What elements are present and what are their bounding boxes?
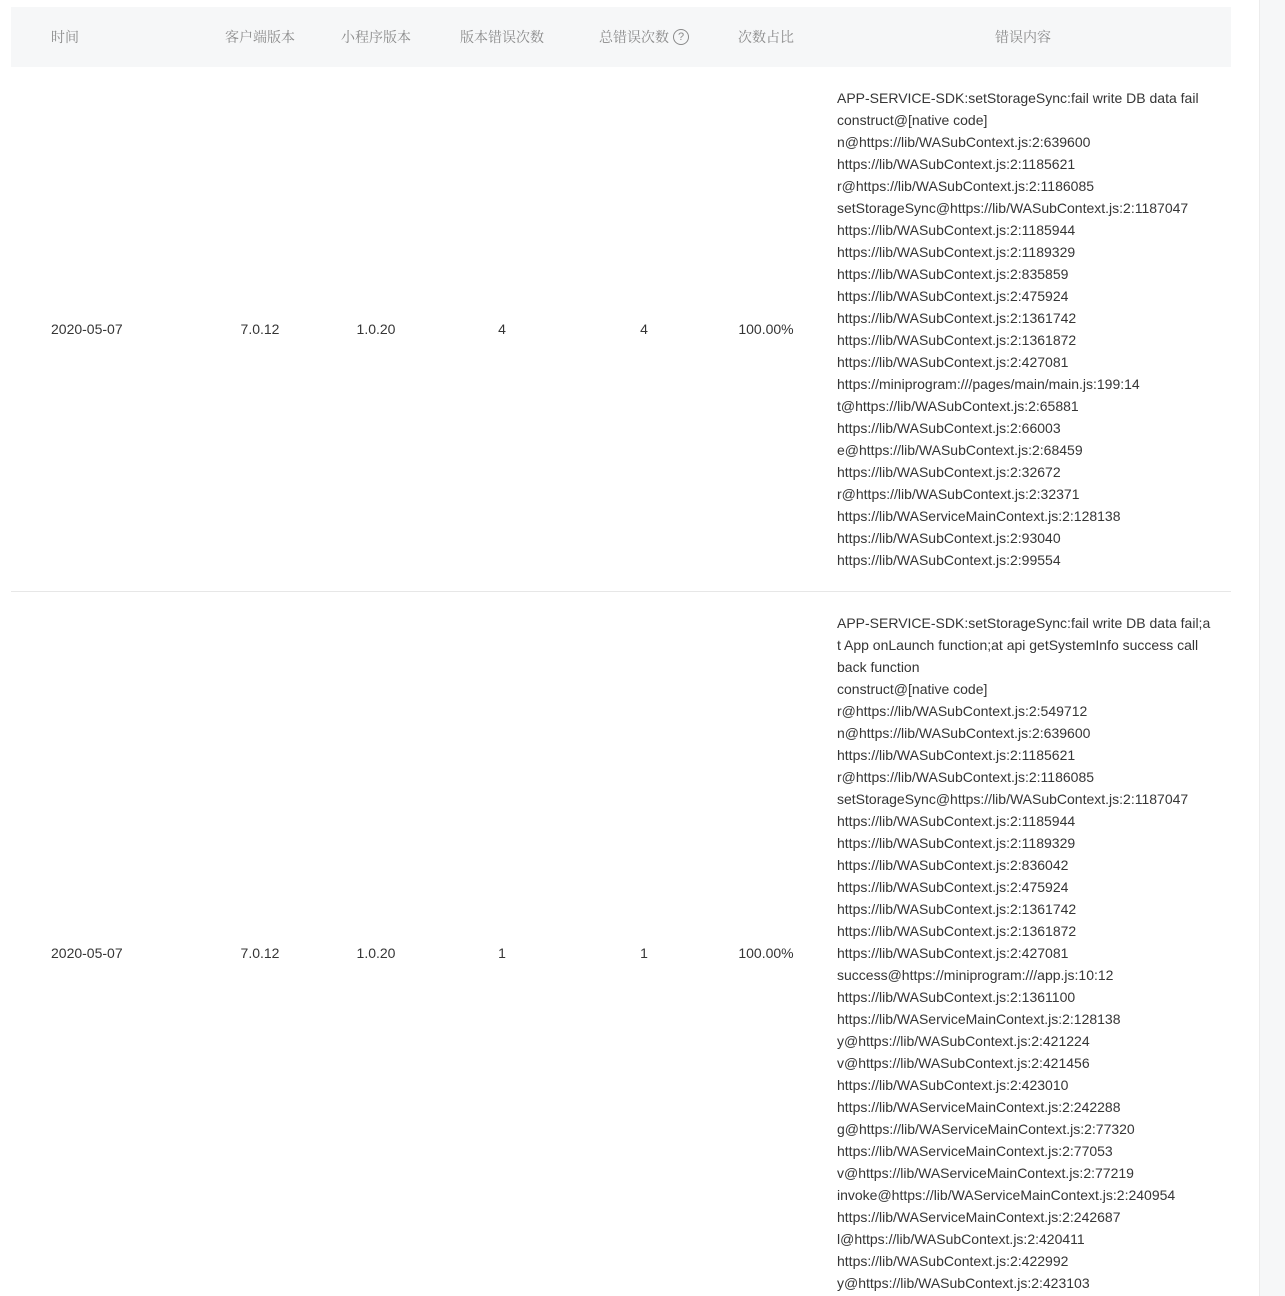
error-line: success@https://miniprogram:///app.js:10:12: [837, 967, 1114, 983]
header-total-error-count: 总错误次数: [599, 29, 669, 45]
error-line: APP-SERVICE-SDK:setStorageSync:fail write DB data fail: [837, 90, 1199, 106]
cell-miniprogram-version: 1.0.20: [356, 945, 396, 961]
cell-time: 2020-05-07: [51, 945, 123, 961]
error-line: https://lib/WAServiceMainContext.js:2:128138: [837, 1011, 1121, 1027]
table-body: [11, 67, 1231, 1296]
header-total-error-count-cell: [571, 7, 717, 67]
error-line: https://lib/WAServiceMainContext.js:2:242687: [837, 1209, 1121, 1225]
error-line: https://lib/WASubContext.js:2:1361872: [837, 332, 1077, 348]
header-client-version: 客户端版本: [225, 29, 295, 45]
error-line: setStorageSync@https://lib/WASubContext.js:2:1187047: [837, 200, 1189, 216]
error-line: https://lib/WASubContext.js:2:99554: [837, 552, 1061, 568]
error-line: l@https://lib/WASubContext.js:2:420411: [837, 1231, 1085, 1247]
header-version-error-count: 版本错误次数: [460, 29, 544, 45]
error-line: https://lib/WASubContext.js:2:1185944: [837, 222, 1076, 238]
cell-total-error-count: 1: [640, 945, 648, 961]
error-line: https://lib/WASubContext.js:2:427081: [837, 354, 1069, 370]
error-line: y@https://lib/WASubContext.js:2:421224: [837, 1033, 1090, 1049]
error-line: e@https://lib/WASubContext.js:2:68459: [837, 442, 1083, 458]
error-line: r@https://lib/WASubContext.js:2:32371: [837, 486, 1080, 502]
error-line: https://lib/WASubContext.js:2:93040: [837, 530, 1061, 546]
error-line: v@https://lib/WAServiceMainContext.js:2:77219: [837, 1165, 1134, 1181]
error-line: https://lib/WASubContext.js:2:835859: [837, 266, 1069, 282]
cell-ratio: 100.00%: [738, 321, 794, 337]
header-time: 时间: [51, 29, 79, 45]
cell-total-error-count: 4: [640, 321, 648, 337]
error-line: r@https://lib/WASubContext.js:2:1186085: [837, 769, 1095, 785]
error-line: https://lib/WAServiceMainContext.js:2:128138: [837, 508, 1121, 524]
error-line: https://lib/WASubContext.js:2:1361742: [837, 901, 1077, 917]
error-line: n@https://lib/WASubContext.js:2:639600: [837, 725, 1091, 741]
error-line: https://lib/WASubContext.js:2:66003: [837, 420, 1061, 436]
error-line: r@https://lib/WASubContext.js:2:1186085: [837, 178, 1095, 194]
header-error-content: 错误内容: [995, 29, 1051, 45]
error-table: [11, 7, 1231, 1296]
help-icon[interactable]: ?: [673, 29, 689, 45]
error-line: g@https://lib/WAServiceMainContext.js:2:77320: [837, 1121, 1135, 1137]
error-line: https://lib/WASubContext.js:2:1361872: [837, 923, 1077, 939]
cell-time: 2020-05-07: [51, 321, 123, 337]
error-line: https://lib/WAServiceMainContext.js:2:242288: [837, 1099, 1121, 1115]
error-line: https://lib/WASubContext.js:2:1185621: [837, 156, 1076, 172]
error-line: t App onLaunch function;at api getSystemInfo success call: [837, 637, 1199, 653]
error-line: https://lib/WASubContext.js:2:1361100: [837, 989, 1076, 1005]
error-line: construct@[native code]: [837, 112, 988, 128]
cell-client-version: 7.0.12: [240, 945, 280, 961]
error-line: t@https://lib/WASubContext.js:2:65881: [837, 398, 1079, 414]
cell-client-version: 7.0.12: [240, 321, 280, 337]
cell-ratio: 100.00%: [738, 945, 794, 961]
error-line: https://lib/WASubContext.js:2:32672: [837, 464, 1061, 480]
error-line: https://lib/WASubContext.js:2:427081: [837, 945, 1069, 961]
scrollbar-track[interactable]: [1259, 0, 1285, 1296]
error-line: r@https://lib/WASubContext.js:2:549712: [837, 703, 1088, 719]
header-ratio: 次数占比: [738, 29, 794, 45]
cell-error-content: [815, 67, 1231, 591]
error-line: y@https://lib/WASubContext.js:2:423103: [837, 1275, 1090, 1291]
cell-miniprogram-version: 1.0.20: [356, 321, 396, 337]
error-line: https://lib/WASubContext.js:2:423010: [837, 1077, 1069, 1093]
error-line: n@https://lib/WASubContext.js:2:639600: [837, 134, 1091, 150]
table-header: [11, 7, 1231, 67]
error-line: back function: [837, 659, 920, 675]
error-line: APP-SERVICE-SDK:setStorageSync:fail write DB data fail;a: [837, 615, 1211, 631]
error-line: https://lib/WASubContext.js:2:1185621: [837, 747, 1076, 763]
error-line: https://lib/WASubContext.js:2:1185944: [837, 813, 1076, 829]
error-line: https://lib/WASubContext.js:2:836042: [837, 857, 1069, 873]
error-line: v@https://lib/WASubContext.js:2:421456: [837, 1055, 1090, 1071]
error-line: invoke@https://lib/WAServiceMainContext.js:2:240954: [837, 1187, 1176, 1203]
error-line: https://lib/WASubContext.js:2:475924: [837, 288, 1069, 304]
error-line: https://lib/WASubContext.js:2:1361742: [837, 310, 1077, 326]
error-line: https://lib/WASubContext.js:2:1189329: [837, 244, 1076, 260]
error-line: https://lib/WASubContext.js:2:422992: [837, 1253, 1069, 1269]
error-line: construct@[native code]: [837, 681, 988, 697]
cell-error-content: [815, 592, 1231, 1296]
error-line: https://lib/WAServiceMainContext.js:2:77053: [837, 1143, 1113, 1159]
table-row: [11, 67, 1231, 592]
error-line: https://lib/WASubContext.js:2:1189329: [837, 835, 1076, 851]
cell-version-error-count: 1: [498, 945, 506, 961]
error-line: https://lib/WASubContext.js:2:475924: [837, 879, 1069, 895]
error-line: setStorageSync@https://lib/WASubContext.js:2:1187047: [837, 791, 1189, 807]
error-line: https://miniprogram:///pages/main/main.js:199:14: [837, 376, 1140, 392]
table-row: [11, 592, 1231, 1296]
header-miniprogram-version: 小程序版本: [341, 29, 411, 45]
cell-version-error-count: 4: [498, 321, 506, 337]
